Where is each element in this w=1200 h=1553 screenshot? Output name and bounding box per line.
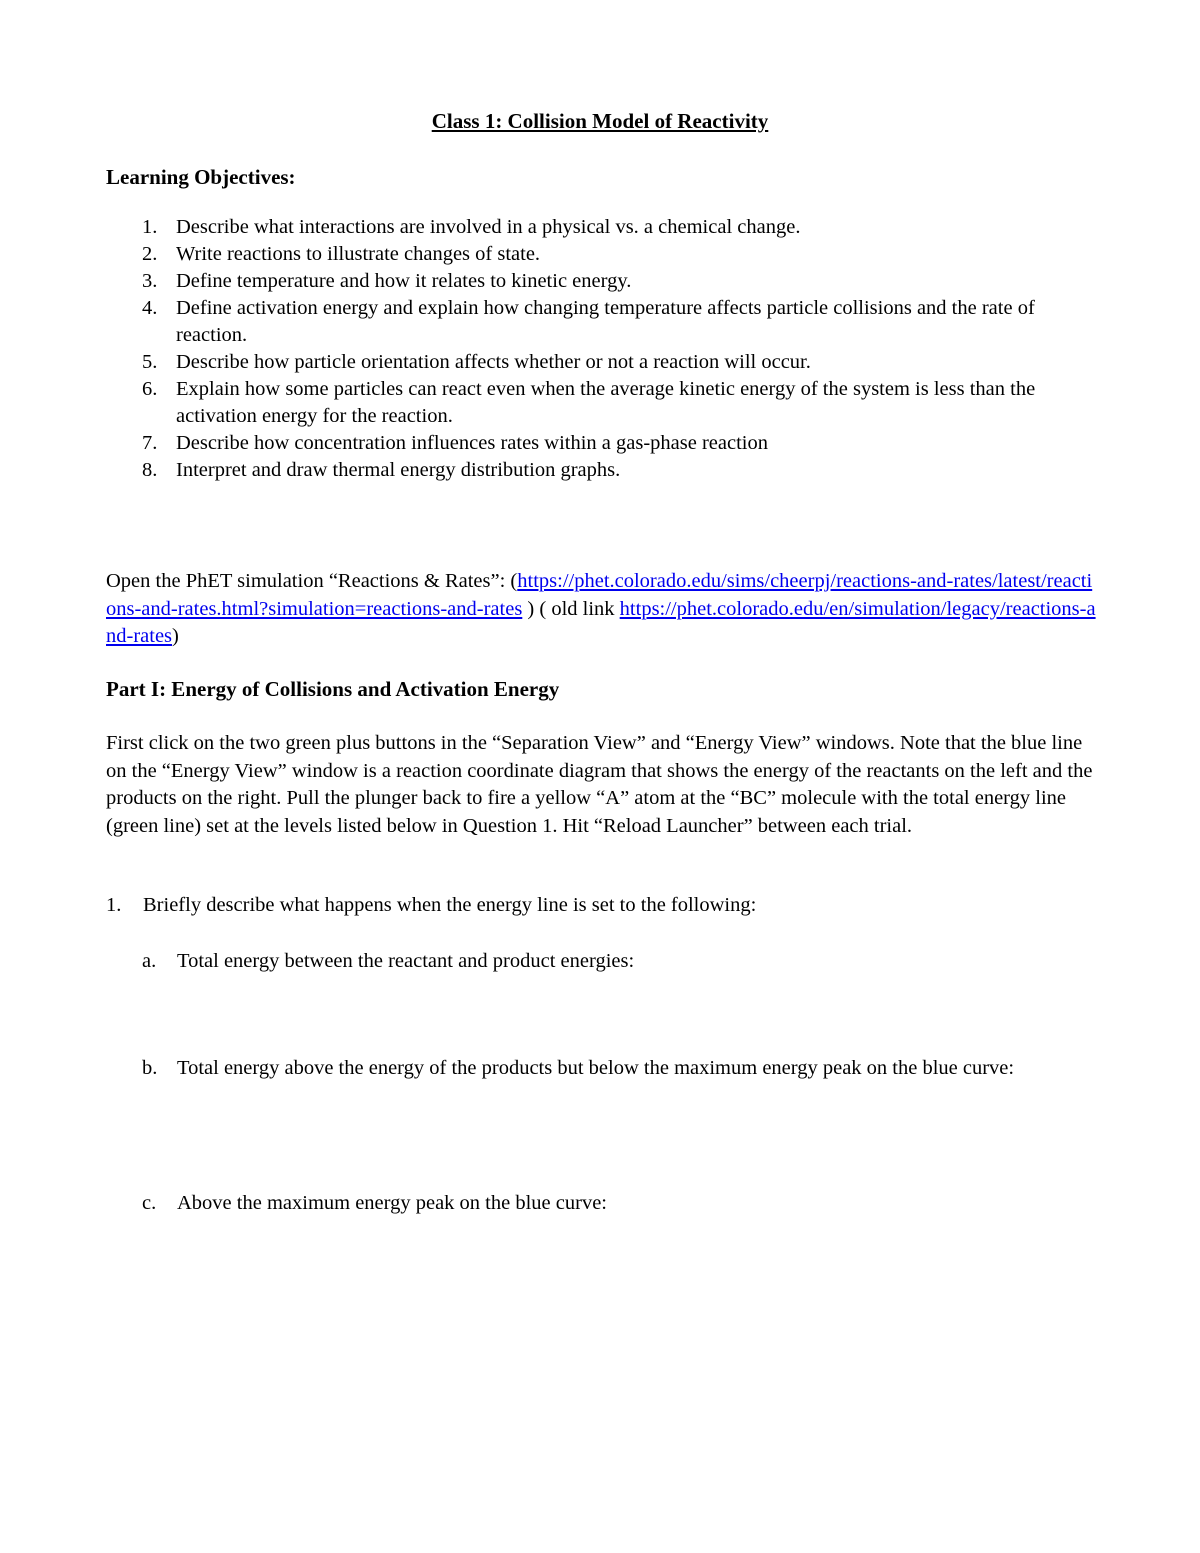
list-item	[106, 214, 1096, 241]
subquestion-text: Total energy above the energy of the products but below the maximum energy peak on the blue curve:	[177, 1057, 1015, 1079]
page-title: Class 1: Collision Model of Reactivity	[431, 109, 769, 133]
list-number: 4.	[142, 297, 158, 319]
list-number: 5.	[142, 351, 158, 373]
list-item	[106, 295, 1096, 349]
simulation-link[interactable]: https://phet.colorado.edu/sims/cheerpj/reactions-and-rates/latest/reactions-and-rates.html?simulation=reactions-and-rates	[106, 570, 1093, 620]
subquestion-text: Above the maximum energy peak on the blue curve:	[177, 1192, 607, 1214]
intro-paragraph	[106, 568, 1096, 651]
list-item-text: Describe how particle orientation affects whether or not a reaction will occur.	[176, 351, 811, 373]
subquestion-letter: b.	[142, 1057, 158, 1079]
list-number: 6.	[142, 378, 158, 400]
objectives-list	[106, 214, 1096, 484]
list-item-text: Describe what interactions are involved in a physical vs. a chemical change.	[176, 216, 801, 238]
objectives-heading: Learning Objectives:	[106, 165, 296, 189]
subquestion-b	[142, 1055, 1092, 1083]
part1-heading: Part I: Energy of Collisions and Activation Energy	[106, 677, 560, 701]
question-text: Briefly describe what happens when the energy line is set to the following:	[143, 894, 757, 916]
list-item	[106, 241, 1096, 268]
list-item	[106, 349, 1096, 376]
question-number: 1.	[106, 894, 122, 916]
part1-paragraph: First click on the two green plus buttons in the “Separation View” and “Energy View” windows. Note that the blue line on the “Energy View” window is a reaction coordinate diagram that shows the energy of the reactants on the left and the products on the right. Pull the plunger back to fire a yellow “A” atom at the “BC” molecule with the total energy line (green line) set at the levels listed below in Question 1. Hit “Reload Launcher” between each trial.	[106, 732, 1093, 837]
list-item-text: Write reactions to illustrate changes of state.	[176, 243, 541, 265]
list-number: 8.	[142, 459, 158, 481]
list-item-text: Explain how some particles can react even when the average kinetic energy of the system is less than the activation energy for the reaction.	[176, 378, 1036, 427]
list-number: 7.	[142, 432, 158, 454]
list-item	[106, 457, 1096, 484]
subquestion-text: Total energy between the reactant and product energies:	[177, 950, 635, 972]
intro-text: )	[172, 625, 179, 647]
subquestion-letter: a.	[142, 950, 157, 972]
intro-text: ) ( old link	[522, 597, 620, 620]
intro-text: Open the PhET simulation “Reactions & Rates”: (	[106, 570, 518, 592]
list-number: 3.	[142, 270, 158, 292]
list-number: 2.	[142, 243, 158, 265]
list-number: 1.	[142, 216, 158, 238]
list-item	[106, 376, 1096, 430]
legacy-simulation-link[interactable]: https://phet.colorado.edu/en/simulation/legacy/reactions-and-rates	[106, 597, 1096, 647]
subquestion-c	[142, 1190, 1092, 1218]
list-item-text: Interpret and draw thermal energy distribution graphs.	[176, 459, 621, 481]
list-item-text: Define temperature and how it relates to kinetic energy.	[176, 270, 632, 292]
list-item	[106, 268, 1096, 295]
list-item	[106, 430, 1096, 457]
subquestion-a	[142, 948, 1092, 976]
list-item-text: Describe how concentration influences rates within a gas-phase reaction	[176, 432, 768, 454]
list-item-text: Define activation energy and explain how changing temperature affects particle collisions and the rate of reaction.	[176, 297, 1035, 346]
subquestion-letter: c.	[142, 1192, 157, 1214]
